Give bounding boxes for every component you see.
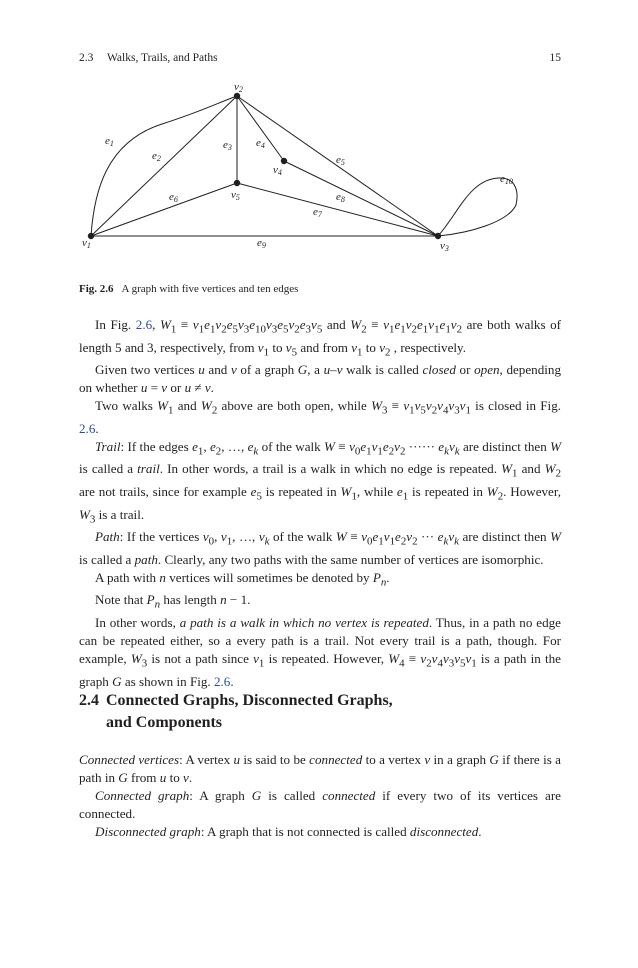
page-number: 15	[549, 52, 561, 64]
label-e10: e10	[500, 173, 513, 186]
paragraph: Given two vertices u and v of a graph G, a u–v walk is called closed or open, depending on whether u = v or u ≠ v.	[79, 362, 561, 396]
label-v5: v5	[231, 189, 240, 202]
label-e1: e1	[105, 135, 114, 148]
label-e5: e5	[336, 154, 345, 167]
paragraph: In Fig. 2.6, $W_1 \equiv v_1e_1v_2e_5v_3e_{10}v_3e_5v_2e_3v_5$ and $W_2 \equiv v_1e_1v_2e_1v_1e_1v_2$ are both walks of length 5 and 3, respectively, from $v_1$ to $v_5$ and from $v_1$ to $v_2$ , respectively.	[79, 317, 562, 359]
figure-caption: Fig. 2.6 A graph with five vertices and ten edges	[79, 283, 299, 295]
label-e2: e2	[152, 150, 161, 163]
label-v3: v3	[440, 240, 449, 253]
label-e6: e6	[169, 191, 178, 204]
graph-figure	[60, 72, 580, 262]
label-v4: v4	[273, 164, 282, 177]
label-v2: v2	[234, 81, 243, 94]
vertex-v4	[281, 158, 287, 164]
section-heading: 2.4 Connected Graphs, Disconnected Graphs, and Components	[79, 692, 393, 731]
label-e3: e3	[223, 139, 232, 152]
label-v1: v1	[82, 237, 91, 250]
label-e7: e7	[313, 206, 322, 219]
label-e9: e9	[257, 237, 266, 250]
paragraph: In other words, a path is a walk in which no vertex is repeated. Thus, in a path no edge can be repeated either, so a every path is a trail. Not every trail is a path, though. For example, $W_3$ is not a path since $v_1$ is repeated. However, $W_4 \equiv v_2v_4v_3v_5v_1$ is a path in the graph G as shown in Fig. 2.6.	[79, 615, 561, 689]
paragraph: Note that $P_n$ has length n − 1.	[95, 592, 251, 612]
paragraph: Connected graph: A graph G is called connected if every two of its vertices are connected.	[79, 788, 561, 821]
paragraph: Path: If the vertices $v_0$, $v_1$, …, $v_k$ of the walk $W \equiv v_0e_1v_1e_2v_2$ ··· $e_kv_k$ are distinct then W is called a path. Clearly, any two paths with the same number of vertices are isomorphic.	[79, 529, 562, 567]
label-e4: e4	[256, 137, 265, 150]
vertex-v3	[435, 233, 441, 239]
edge-e10	[438, 178, 517, 236]
edge-e4	[237, 96, 284, 161]
paragraph: Connected vertices: A vertex u is said to be connected to a vertex v in a graph G if there is a path in G from u to v.	[79, 752, 561, 785]
edge-e6	[91, 183, 237, 236]
paragraph: Disconnected graph: A graph that is not connected is called disconnected.	[95, 824, 482, 839]
edge-e5	[237, 96, 438, 236]
paragraph: Two walks $W_1$ and $W_2$ above are both open, while $W_3 \equiv v_1v_5v_2v_4v_3v_1$ is closed in Fig. 2.6.	[79, 398, 562, 436]
edge-e7	[284, 161, 438, 236]
header-section: 2.3 Walks, Trails, and Paths	[79, 52, 218, 64]
label-e8: e8	[336, 191, 345, 204]
edge-e2	[91, 96, 237, 236]
paragraph: Trail: If the edges $e_1$, $e_2$, …, $e_k$ of the walk $W \equiv v_0e_1v_1e_2v_2$ ······ $e_kv_k$ are distinct then W is called a trail. In other words, a trail is a walk in which no edge is repeated. $W_1$ and $W_2$ are not trails, since for example $e_5$ is repeated in $W_1$, while $e_1$ is repeated in $W_2$. However, $W_3$ is a trail.	[79, 438, 562, 526]
vertex-v5	[234, 180, 240, 186]
vertex-v1	[88, 233, 94, 239]
connected-graphs-text	[79, 751, 561, 841]
paragraph: A path with n vertices will sometimes be denoted by $P_n$.	[95, 569, 390, 589]
walks-trails-paths-text	[79, 316, 561, 691]
